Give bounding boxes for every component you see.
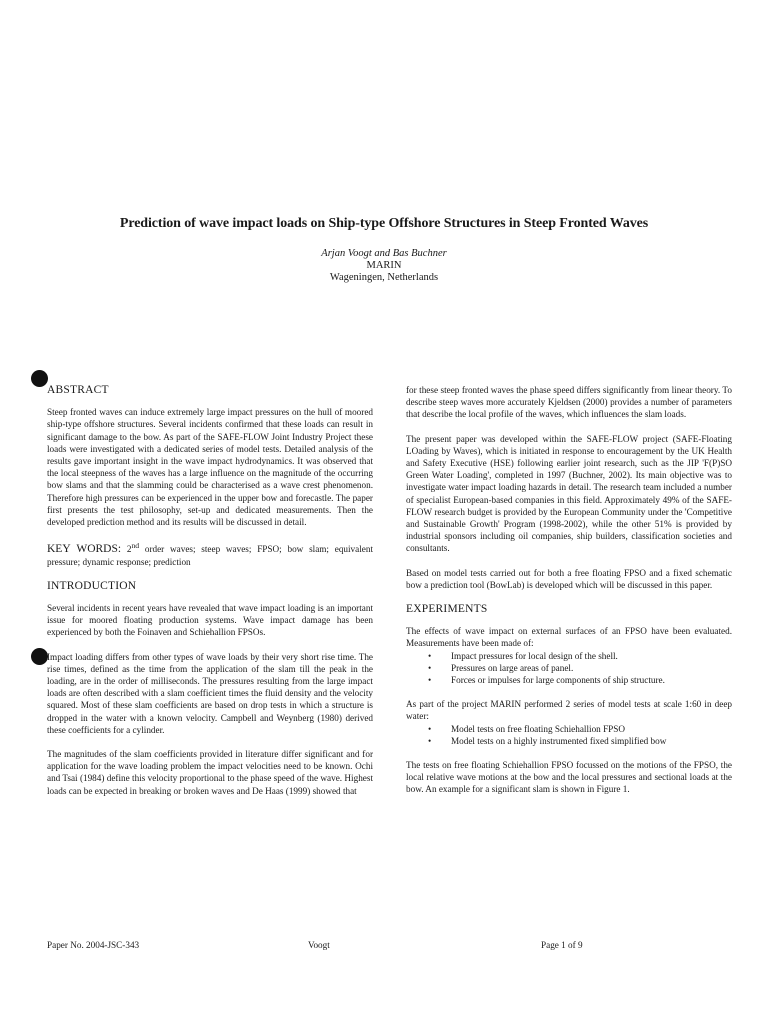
experiments-paragraph-2: As part of the project MARIN performed 2 series of model tests at scale 1:60 in deep water:	[406, 699, 732, 722]
right-paragraph-1: for these steep fronted waves the phase speed differs significantly from linear theory. To describe steep waves more accurately Kjeldsen (2000) provides a number of parameters that describe the local profile of the waves, which influences the slam loads.	[406, 385, 732, 420]
keywords	[47, 540, 373, 567]
right-paragraph-3: Based on model tests carried out for both a free floating FPSO and a fixed schematic bow a prediction tool (BowLab) is developed which will be discussed in this paper.	[406, 567, 732, 590]
introduction-heading: INTRODUCTION	[47, 579, 137, 592]
model-tests-list	[406, 723, 732, 747]
keywords-text: order waves; steep waves; FPSO; bow slam; equivalent pressure; dynamic response; prediction	[47, 544, 374, 567]
right-column	[406, 384, 732, 808]
author-block	[0, 248, 768, 284]
experiments-intro: The effects of wave impact on external surfaces of an FPSO have been evaluated. Measurements have been made of:	[406, 626, 732, 649]
keywords-label: KEY WORDS:	[47, 543, 122, 556]
measurements-list	[406, 650, 732, 687]
list-item: • Model tests on a highly instrumented fixed simplified bow	[406, 735, 732, 747]
introduction-paragraph-1: Several incidents in recent years have revealed that wave impact loading is an important issue for moored floating production systems. Wave impact damage has been experienced by both the Foinaven and Schiehallion FPSOs.	[47, 602, 373, 638]
paper-title: Prediction of wave impact loads on Ship-type Offshore Structures in Steep Fronted Waves	[119, 216, 649, 231]
footer-paper-number: Paper No. 2004-JSC-343	[47, 940, 140, 950]
abstract-text: Steep fronted waves can induce extremely large impact pressures on the hull of moored ship-type offshore structures. Several incidents confirmed that these loads can result in significant damage to the bow. As part of the SAFE-FLOW Joint Industry Project these loads were investigated with a dedicated series of model tests. Detailed analysis of the results gave important insight in the wave impact hydrodynamics. It was observed that the local steepness of the waves has a large influence on the magnitude of the occurring bow slams and that the slamming could be characterised as a wave crest phenomenon. Therefore high pressures can be experienced in the upper bow and forecastle. The paper first presents the test philosophy, set-up and dedicated measurements. Then the developed prediction method and its results will be discussed in detail.	[47, 407, 373, 528]
author-names: Arjan Voogt and Bas Buchner	[321, 248, 447, 259]
binder-hole-mark-middle	[31, 648, 48, 665]
binder-hole-mark-top	[31, 370, 48, 387]
introduction-paragraph-3: The magnitudes of the slam coefficients provided in literature differ significant and for application for the wave loading problem the impact velocities need to be known. Ochi and Tsai (1984) define this velocity proportional to the phase speed of the wave. Highest loads can be expected in breaking or broken waves and De Haas (1999) showed that	[47, 748, 373, 796]
author-location: Wageningen, Netherlands	[329, 272, 439, 283]
abstract-heading: ABSTRACT	[47, 384, 109, 396]
list-item: • Forces or impulses for large components of ship structure.	[406, 674, 732, 686]
right-paragraph-2: The present paper was developed within the SAFE-FLOW project (SAFE-Floating LOading by Waves), which is initiated in response to encouragement by the UK Health and Safety Executive (HSE) following earlier joint research, such as the JIP 'F(P)SO Green Water Loading', completed in 1997 (Buchner, 2002). Its main objective was to investigate water impact loading hazards in detail. The research team included a number of specialist European-based companies in this field. Approximately 49% of the SAFE-FLOW research budget is provided by the European Community under the 'Competitive and Sustainable Growth' Program (1998-2002), while the other 51% is provided by industrial sponsors including oil companies, ship builders, classification societies and consultants.	[406, 433, 732, 554]
left-column	[47, 384, 373, 809]
list-item: • Model tests on free floating Schiehallion FPSO	[406, 723, 732, 735]
keywords-order-suffix: nd	[131, 541, 140, 551]
author-affiliation: MARIN	[366, 260, 402, 271]
list-item: • Impact pressures for local design of the shell.	[406, 650, 732, 662]
introduction-paragraph-2: Impact loading differs from other types of wave loads by their very short rise time. The rise times, defined as the time from the application of the slam till the peak in the loading, are in the order of milliseconds. The pressures resulting from the large impact loads are often described with a slam coefficient times the fluid density and the velocity squared. Most of these slam coefficients are based on drop tests in which a structure is dropped in the water with a known velocity. Campbell and Weynberg (1980) derived these coefficients for a cylinder.	[47, 651, 373, 735]
footer-author: Voogt	[308, 940, 330, 950]
experiments-heading: EXPERIMENTS	[406, 603, 488, 616]
keywords-order-number: 2	[126, 544, 132, 555]
list-item: • Pressures on large areas of panel.	[406, 662, 732, 674]
experiments-paragraph-3: The tests on free floating Schiehallion FPSO focussed on the motions of the FPSO, the local relative wave motions at the bow and the local pressures and sectional loads at the bow. An example for a significant slam is shown in Figure 1.	[406, 760, 732, 795]
footer-page-number: Page 1 of 9	[541, 940, 583, 950]
